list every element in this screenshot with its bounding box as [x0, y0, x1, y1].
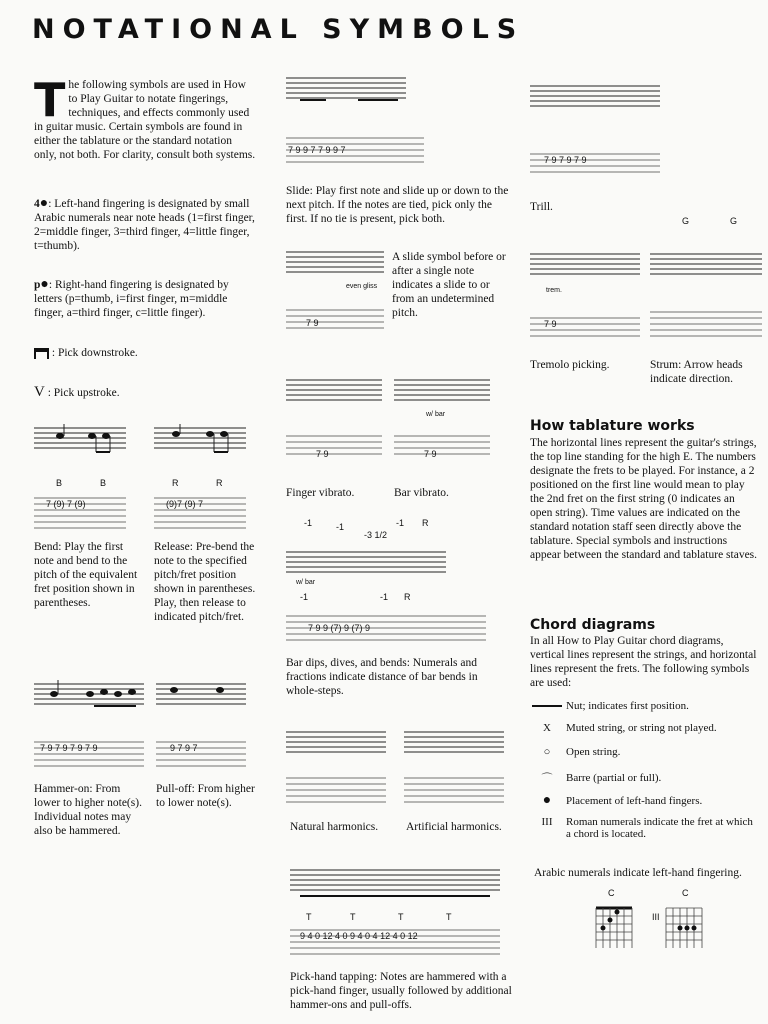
release-mark: R [216, 478, 223, 488]
hammer-staff [34, 680, 144, 706]
tremolo-caption: Tremolo picking. [530, 359, 610, 371]
downstroke-icon [34, 348, 49, 359]
bar-mark: -1 [396, 518, 405, 528]
symbol-finger [532, 793, 702, 809]
tablature-text: The horizontal lines represent the guitar's strings, the top line standing for the high E. The numbers designate the frets to be played. For instance, a 2 positioned on the first line would mean to play the 2nd fret on the first string (0 indicates an open string). Time values are indicated on the standard notation staff seen directly above the tablature. Special symbols and instructions appear between the standard and tablature staves. [530, 437, 758, 561]
bar-mark: R [404, 592, 411, 602]
chord-diagrams [590, 886, 720, 956]
bend-release-figure [34, 424, 254, 534]
downstroke-text: : Pick downstroke. [34, 346, 256, 360]
symbol-text: Nut; indicates first position. [566, 700, 689, 712]
natural-harmonics-caption: Natural harmonics. [290, 821, 379, 833]
rh-symbol: p [34, 279, 41, 291]
gliss-figure [286, 248, 386, 334]
bend-caption: Bend: Play the first note and bend to the pitch of the equivalent fret position shown in parentheses. [34, 541, 138, 609]
bend-staff [34, 424, 126, 452]
trill-tab: 7 9 7 9 7 9 [544, 155, 587, 165]
tap-mark: T [306, 912, 312, 922]
pull-caption: Pull-off: From higher to lower note(s). [156, 783, 255, 809]
slide-caption: Slide: Play first note and slide up or down to the next pitch. If the notes are tied, pick only the first. If no tie is present, pick both. [286, 185, 509, 225]
gliss-tab-text: 7 9 [306, 318, 319, 328]
tapping-caption: Pick-hand tapping: Notes are hammered with a pick-hand finger, usually followed by additional hammer-ons and pull-offs. [290, 971, 512, 1011]
tremolo-tab: 7 9 [544, 319, 557, 329]
strum-chord: G [682, 216, 690, 226]
tap-mark: T [350, 912, 356, 922]
pull-tab [156, 742, 246, 766]
bar-mark: -3 1/2 [364, 530, 388, 540]
drop-cap: T [34, 73, 66, 127]
bar-dips-label: w/ bar [296, 579, 316, 586]
strum-caption: Strum: Arrow heads indicate direction. [650, 359, 743, 385]
symbol-text: Placement of left-hand fingers. [566, 795, 703, 807]
hammer-tab [34, 742, 144, 766]
hammer-tab-text: 7 9 7 9 7 9 7 9 [40, 743, 98, 753]
hammer-caption: Hammer-on: From lower to higher note(s). Individual notes may also be hammered. [34, 783, 142, 837]
bar-vibrato-tab: 7 9 [424, 449, 437, 459]
chord-diagram-2 [652, 908, 702, 948]
intro-text: he following symbols are used in How to Play Guitar to notate fingerings, techniques, and effects commonly used in guitar music. Certain symbols are found in either the tablature or the standard notation only, not both. For clarity, consult both systems. [34, 79, 256, 161]
tremolo-strum-figure [530, 214, 764, 344]
bar-mark: -1 [380, 592, 389, 602]
vibrato-figure [286, 364, 506, 464]
tapping-tab: 9 4 0 12 4 0 9 4 0 4 12 4 0 12 [300, 931, 418, 941]
strum-chord: G [730, 216, 738, 226]
chord-intro: In all How to Play Guitar chord diagrams, vertical lines represent the strings, and horizontal lines represent the frets. The following symbols are used: [530, 635, 757, 689]
symbol-roman [532, 816, 756, 840]
release-tab-text: (9)7 (9) 7 [166, 499, 204, 509]
bar-mark: -1 [300, 592, 309, 602]
symbol-text: Barre (partial or full). [566, 772, 662, 784]
lh-symbol: 4 [34, 198, 40, 210]
nut-icon [532, 705, 562, 707]
release-mark: R [172, 478, 179, 488]
slide-tab-text: 7 9 9 7 7 9 9 7 [288, 145, 346, 155]
bar-dips-tab: 7 9 9 (7) 9 (7) 9 [308, 623, 371, 633]
pull-tab-text: 9 7 9 7 [170, 743, 198, 753]
chord-name: C [608, 888, 615, 898]
release-tab [154, 498, 246, 528]
open-string-icon: ○ [543, 746, 551, 758]
release-staff [154, 424, 246, 452]
finger-vibrato-caption: Finger vibrato. [286, 487, 355, 499]
hammer-pull-figure [34, 680, 254, 770]
bend-mark: B [100, 478, 107, 488]
release-caption: Release: Pre-bend the note to the specified pitch/fret position shown in parentheses. Play, then release to indicated pitch/fret. [154, 541, 256, 623]
barre-icon: ⌒ [541, 773, 553, 785]
muted-string-icon: X [543, 722, 551, 734]
symbol-text: Open string. [566, 746, 621, 758]
lh-fingering-text: 4●: Left-hand fingering is designated by small Arabic numerals near note heads (1=first finger, 2=middle finger, 3=third finger, 4=little finger, t=thumb). [34, 196, 255, 252]
arabic-text: Arabic numerals indicate left-hand fingering. [534, 867, 742, 879]
rh-fingering-text: p●: Right-hand fingering is designated by letters (p=thumb, i=first finger, m=middle finger, a=third finger, c=little finger). [34, 277, 229, 319]
upstroke-icon: V [34, 384, 45, 400]
harmonics-figure [286, 720, 512, 816]
roman-numeral-icon: III [541, 816, 553, 828]
trill-caption: Trill. [530, 201, 553, 213]
bar-dips-figure [286, 516, 506, 650]
chord-heading: Chord diagrams [530, 617, 656, 633]
tablature-heading: How tablature works [530, 418, 695, 434]
gliss-caption: A slide symbol before or after a single note indicates a slide to or from an undetermined pitch. [392, 251, 506, 319]
upstroke-text: V : Pick upstroke. [34, 384, 120, 400]
tap-mark: T [398, 912, 404, 922]
page-title: NOTATIONAL SYMBOLS [32, 14, 525, 45]
trill-figure [530, 70, 670, 180]
symbol-text: Roman numerals indicate the fret at which a chord is located. [566, 816, 753, 840]
bend-tab-text: 7 (9) 7 (9) [46, 499, 86, 509]
symbol-muted [532, 722, 717, 734]
symbol-open [532, 746, 620, 758]
bar-vibrato-label: w/ bar [426, 411, 446, 418]
bar-mark: -1 [304, 518, 313, 528]
tap-mark: T [446, 912, 452, 922]
bend-tab [34, 498, 126, 528]
artificial-harmonics-caption: Artificial harmonics. [406, 821, 502, 833]
bar-dips-caption: Bar dips, dives, and bends: Numerals and fractions indicate distance of bar bends in whole-steps. [286, 657, 478, 697]
chord-diagram-1 [596, 908, 632, 948]
bar-mark: R [422, 518, 429, 528]
gliss-label: even gliss [346, 283, 378, 290]
pull-staff [156, 684, 246, 704]
symbol-barre [532, 770, 661, 786]
chord-fret-label: III [652, 912, 660, 922]
symbol-text: Muted string, or string not played. [566, 722, 717, 734]
bar-vibrato-caption: Bar vibrato. [394, 487, 449, 499]
intro-paragraph [34, 73, 256, 162]
bar-mark: -1 [336, 522, 345, 532]
tremolo-label: trem. [546, 287, 562, 294]
finger-dot-icon: ● [542, 793, 552, 808]
symbol-nut [532, 700, 689, 712]
slide-figure [286, 74, 506, 174]
chord-name: C [682, 888, 689, 898]
tapping-figure [290, 850, 510, 966]
bend-mark: B [56, 478, 63, 488]
finger-vibrato-tab: 7 9 [316, 449, 329, 459]
